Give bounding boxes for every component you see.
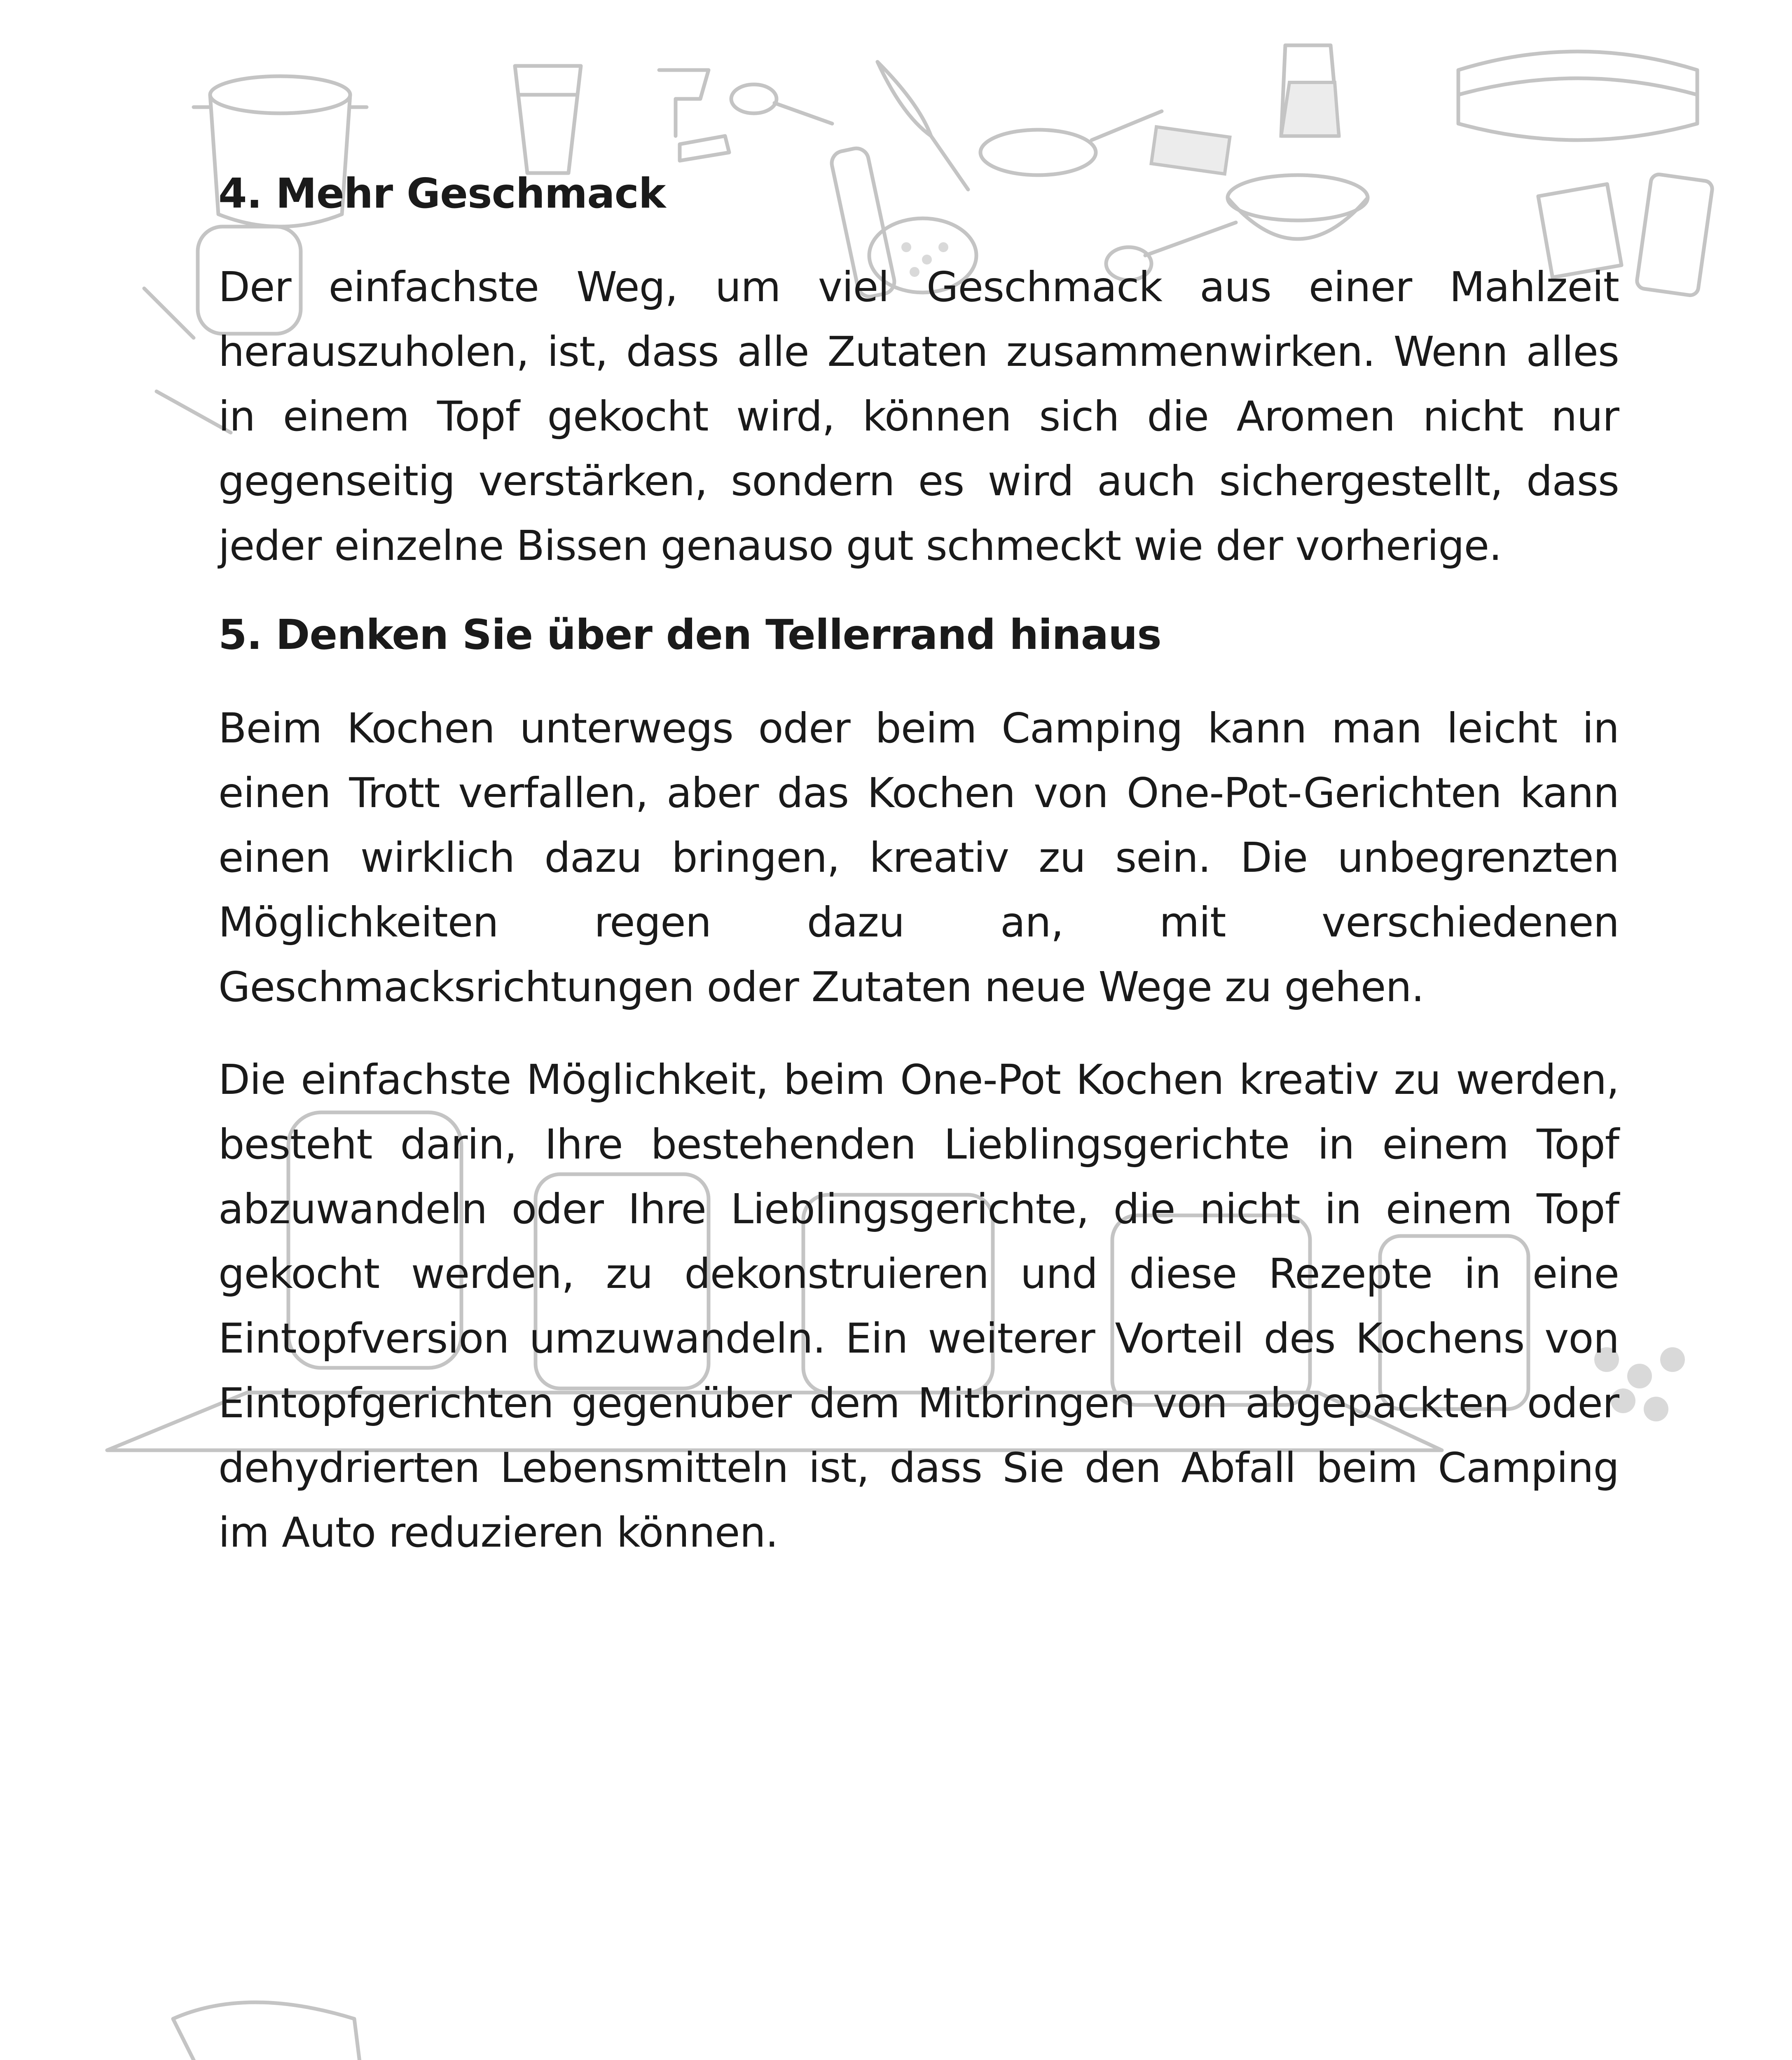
jug-icon — [1281, 45, 1339, 136]
section-heading-tellerrand: 5. Denken Sie über den Tellerrand hinaus — [218, 611, 1161, 659]
knife-icon — [680, 136, 729, 161]
section-paragraph: Die einfachste Möglichkeit, beim One-Pot Kochen kreativ zu werden, besteht darin, Ihre bestehenden Lieblingsgerichte in einem Topf abzuwandeln oder Ihre Lieblingsgerichte, die nicht in einem Topf gekocht werden, zu dekonstruieren und diese Rezepte in eine Eintopfversion umzuwandeln. Ein weiterer Vorteil des Kochens von Eintopfgerichten gegenüber dem Mitbringen von abgepackten oder dehydrierten Lebensmitteln ist, dass Sie den Abfall beim Camping im Auto reduzieren können. — [218, 1056, 1619, 1557]
section-paragraph: Beim Kochen unterwegs oder beim Camping kann man leicht in einen Trott verfallen, aber das Kochen von One-Pot-Gerichten kann einen wirklich dazu bringen, kreativ zu sein. Die unbegrenzten Möglichkeiten regen dazu an, mit verschiedenen Geschmacksrichtungen oder Zutaten neue Wege zu gehen. — [218, 704, 1619, 1011]
spoon-icon — [731, 84, 832, 124]
document-body — [218, 165, 1619, 1593]
spatula-icon — [659, 70, 709, 136]
glass-icon — [515, 66, 581, 173]
grater-icon — [1636, 173, 1713, 296]
section-paragraph: Der einfachste Weg, um viel Geschmack aus einer Mahlzeit herauszuholen, ist, dass alle Zutaten zusammenwirken. Wenn alles in einem Topf gekocht wird, können sich die Aromen nicht nur gegenseitig verstärken, sondern es wird auch sichergestellt, dass jeder einzelne Bissen genauso gut schmeckt wie der vorherige. — [218, 263, 1619, 570]
cake-tin-icon — [1458, 52, 1697, 140]
stand-mixer-icon — [173, 2002, 387, 2060]
section-heading-mehr-geschmack: 4. Mehr Geschmack — [218, 169, 666, 218]
